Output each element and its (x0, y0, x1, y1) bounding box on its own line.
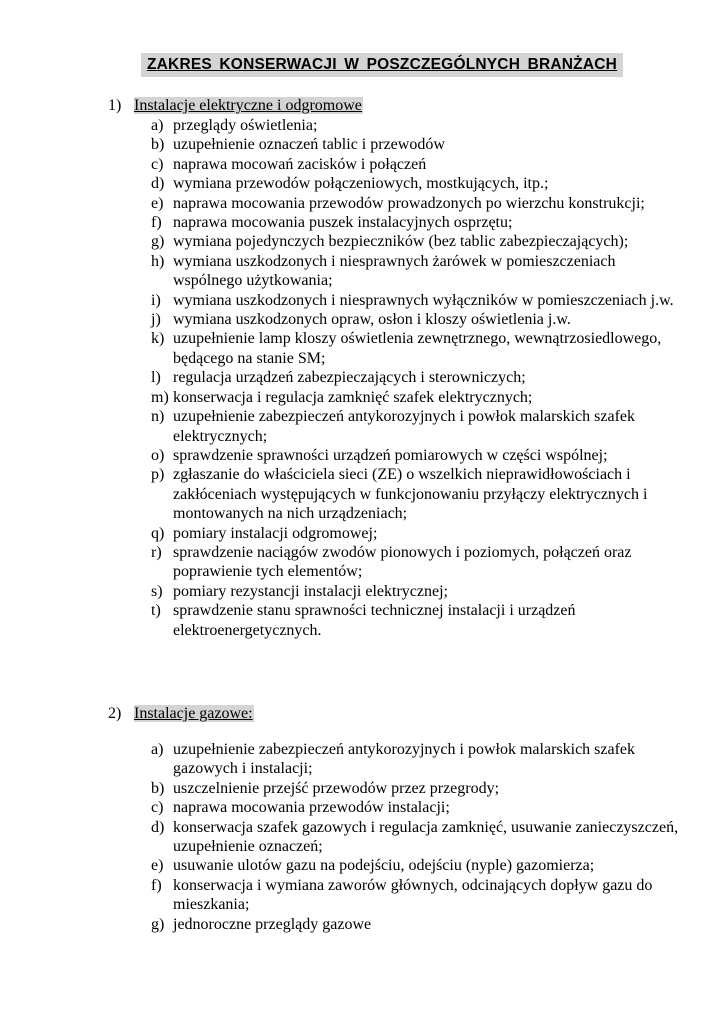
item-letter: b) (151, 136, 165, 154)
list-item (0, 310, 688, 329)
item-letter: g) (151, 915, 165, 933)
list-item (0, 116, 688, 135)
item-text: uzupełnienie zabezpieczeń antykorozyjnych i powłok malarskich szafek gazowych i instalacji; (173, 741, 636, 778)
list-item (0, 232, 688, 251)
list-item (0, 915, 688, 934)
item-text: naprawa mocowania puszek instalacyjnych osprzętu; (173, 214, 513, 232)
item-letter: a) (151, 117, 164, 134)
list-item (0, 407, 688, 446)
list-item (0, 291, 688, 310)
list-item (0, 465, 688, 523)
list-item (0, 740, 688, 779)
list-item (0, 388, 688, 407)
item-letter: q) (151, 524, 165, 542)
item-letter: f) (151, 876, 162, 894)
item-letter: t) (151, 602, 161, 620)
section-heading-text: Instalacje gazowe: (134, 705, 253, 722)
item-text: naprawa mocowania przewodów prowadzonych po wierzchu konstrukcji; (173, 194, 645, 212)
list-item (0, 582, 688, 601)
item-letter: a) (151, 741, 164, 758)
list-item (0, 135, 688, 154)
list-item (0, 174, 688, 193)
section-number: 1) (108, 97, 122, 114)
item-letter: d) (151, 175, 165, 193)
item-letter: k) (151, 330, 165, 348)
item-letter: p) (151, 466, 165, 484)
item-text: pomiary rezystancji instalacji elektrycznej; (173, 582, 448, 600)
list-item (0, 446, 688, 465)
list-item (0, 329, 688, 368)
item-letter: s) (151, 582, 163, 600)
list-item (0, 779, 688, 798)
section-number: 2) (108, 705, 122, 722)
list-item (0, 368, 688, 387)
list-item (0, 194, 688, 213)
item-text: uzupełnienie zabezpieczeń antykorozyjnych i powłok malarskich szafek elektrycznych; (173, 408, 636, 445)
item-letter: e) (151, 857, 164, 875)
item-letter: r) (151, 543, 162, 561)
item-text: sprawdzenie stanu sprawności technicznej instalacji i urządzeń elektroenergetycznych. (173, 602, 576, 639)
item-text: wymiana uszkodzonych i niesprawnych żarówek w pomieszczeniach wspólnego użytkowania; (173, 252, 616, 290)
item-text: regulacja urządzeń zabezpieczających i sterowniczych; (173, 369, 526, 387)
item-text: usuwanie ulotów gazu na podejściu, odejściu (nyple) gazomierza; (173, 857, 595, 875)
item-letter: i) (151, 291, 161, 309)
item-text: pomiary instalacji odgromowej; (173, 524, 378, 542)
item-letter: h) (151, 252, 165, 270)
item-text: zgłaszanie do właściciela sieci (ZE) o wszelkich nieprawidłowościach i zakłóceniach występujących w funkcjonowaniu przyłączy elektrycznych i montowanych na nich urządzeniach; (173, 466, 648, 523)
item-letter: m) (151, 388, 169, 406)
item-text: naprawa mocowania przewodów instalacji; (173, 799, 450, 817)
item-letter: n) (151, 408, 165, 426)
list-item (0, 543, 688, 582)
item-letter: c) (151, 155, 164, 173)
item-text: wymiana uszkodzonych opraw, osłon i kloszy oświetlenia j.w. (173, 311, 571, 329)
electrical-items-list (0, 116, 725, 640)
item-letter: e) (151, 194, 164, 212)
gas-items-list (0, 740, 725, 934)
item-text: sprawdzenie naciągów zwodów pionowych i poziomych, połączeń oraz poprawienie tych elementów; (173, 543, 632, 581)
list-item (0, 213, 688, 232)
item-text: konserwacja i wymiana zaworów głównych, odcinających dopływ gazu do mieszkania; (173, 876, 653, 914)
item-letter: f) (151, 214, 162, 232)
item-text: naprawa mocowań zacisków i połączeń (173, 155, 427, 173)
list-item (0, 876, 688, 915)
item-text: uzupełnienie lamp kloszy oświetlenia zewnętrznego, wewnątrzosiedlowego, będącego na stanie SM; (173, 330, 662, 367)
list-item (0, 856, 688, 875)
section-heading-gas (108, 704, 254, 724)
item-letter: j) (151, 311, 161, 329)
list-item (0, 818, 688, 857)
item-text: wymiana uszkodzonych i niesprawnych wyłączników w pomieszczeniach j.w. (173, 291, 674, 309)
list-item (0, 798, 688, 817)
item-text: uszczelnienie przejść przewodów przez przegrody; (173, 779, 500, 797)
item-letter: g) (151, 233, 165, 251)
item-text: uzupełnienie oznaczeń tablic i przewodów (173, 136, 445, 154)
item-text: wymiana przewodów połączeniowych, mostkujących, itp.; (173, 175, 549, 193)
item-text: sprawdzenie sprawności urządzeń pomiarowych w części wspólnej; (173, 446, 608, 464)
page-title: ZAKRES KONSERWACJI W POSZCZEGÓLNYCH BRANŻACH (141, 53, 623, 77)
item-text: jednoroczne przeglądy gazowe (173, 915, 372, 933)
item-text: przeglądy oświetlenia; (173, 117, 318, 134)
item-letter: b) (151, 779, 165, 797)
list-item (0, 601, 688, 640)
item-letter: o) (151, 446, 165, 464)
list-item (0, 524, 688, 543)
item-text: konserwacja i regulacja zamknięć szafek elektrycznych; (173, 388, 533, 406)
item-letter: l) (151, 369, 161, 387)
section-heading-electrical (108, 96, 363, 116)
section-heading-text: Instalacje elektryczne i odgromowe (134, 97, 362, 114)
item-letter: d) (151, 818, 165, 836)
item-text: konserwacja szafek gazowych i regulacja zamknięć, usuwanie zanieczyszczeń, uzupełnienie oznaczeń; (173, 818, 679, 856)
list-item (0, 252, 688, 291)
item-text: wymiana pojedynczych bezpieczników (bez tablic zabezpieczających); (173, 233, 629, 251)
list-item (0, 155, 688, 174)
item-letter: c) (151, 799, 164, 817)
